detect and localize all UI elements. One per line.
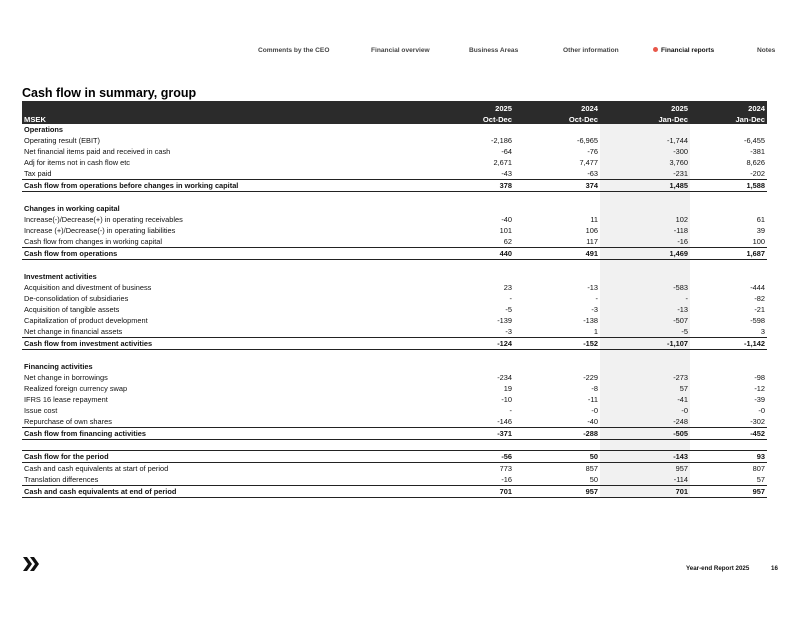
value-cell [690, 350, 767, 361]
value-cell [514, 361, 600, 372]
value-cell: 61 [756, 215, 765, 225]
value-cell [392, 260, 514, 271]
table-section-row [22, 361, 767, 372]
value-cell: -82 [754, 294, 765, 304]
value-cell: -505 [600, 428, 690, 440]
value-cell: - [595, 294, 598, 304]
value-cell: 2,671 [493, 158, 512, 168]
table-row [22, 416, 767, 428]
value-cell: -300 [673, 147, 688, 157]
table-body [22, 124, 767, 498]
report-name: Year-end Report 2025 [686, 565, 750, 572]
value-cell [392, 271, 514, 282]
value-cell [514, 440, 600, 451]
value-cell: 3,760 [669, 158, 688, 168]
row-label-cell: Changes in working capital [24, 204, 120, 214]
table-section-row [22, 271, 767, 282]
row-label-cell: Cash flow from changes in working capital [24, 237, 163, 247]
row-label-cell: Tax paid [24, 169, 52, 179]
value-cell: -114 [673, 475, 688, 485]
value-cell: 807 [752, 464, 765, 474]
value-cell: -138 [583, 316, 598, 326]
value-cell: -118 [673, 226, 688, 236]
nav-item-label: Comments by the CEO [258, 47, 330, 54]
row-label-cell [22, 260, 392, 271]
value-cell: -10 [501, 395, 512, 405]
value-cell [392, 124, 514, 135]
table-row [22, 474, 767, 486]
value-cell [600, 440, 690, 451]
table-spacer-row [22, 440, 767, 451]
row-label-cell: Realized foreign currency swap [24, 384, 128, 394]
value-cell: -16 [677, 237, 688, 247]
table-row [22, 326, 767, 338]
value-cell [514, 260, 600, 271]
value-cell: -598 [750, 316, 765, 326]
value-cell: -5 [681, 327, 688, 337]
value-cell: -381 [750, 147, 765, 157]
row-label-cell: Cash flow from investment activities [22, 338, 392, 350]
value-cell: -152 [514, 338, 600, 350]
value-cell: -1,744 [667, 136, 688, 146]
value-cell: -43 [501, 169, 512, 179]
nav-item-label: Other information [563, 47, 619, 54]
value-cell: 957 [675, 464, 688, 474]
cash-flow-table-container [22, 101, 767, 498]
table-row [22, 168, 767, 180]
value-cell [392, 361, 514, 372]
table-spacer-row [22, 350, 767, 361]
header-cell: 2025 [495, 103, 512, 113]
value-cell: -11 [587, 395, 598, 405]
table-spacer-row [22, 260, 767, 271]
table-row [22, 315, 767, 326]
table-row [22, 225, 767, 236]
value-cell [600, 350, 690, 361]
value-cell [600, 271, 690, 282]
row-label-cell [22, 350, 392, 361]
value-cell: -63 [587, 169, 598, 179]
value-cell: -302 [750, 417, 765, 427]
cash-flow-table [22, 101, 767, 498]
double-chevron-logo-icon [23, 557, 41, 571]
row-label-cell: Increase(-)/Decrease(+) in operating receivables [24, 215, 183, 225]
value-cell: 491 [514, 248, 600, 260]
row-label-cell: IFRS 16 lease repayment [24, 395, 108, 405]
value-cell: - [509, 294, 512, 304]
value-cell [392, 203, 514, 214]
value-cell: -40 [587, 417, 598, 427]
value-cell: -5 [505, 305, 512, 315]
value-cell [392, 440, 514, 451]
value-cell: -56 [392, 451, 514, 463]
nav-item-label: Notes [757, 47, 776, 54]
row-label-cell: Cash flow for the period [22, 451, 392, 463]
row-label-cell: Operations [24, 125, 64, 135]
page-number: 16 [771, 565, 778, 572]
value-cell: 101 [499, 226, 512, 236]
value-cell [600, 260, 690, 271]
value-cell: -146 [497, 417, 512, 427]
value-cell: -507 [673, 316, 688, 326]
value-cell: 1,469 [600, 248, 690, 260]
value-cell: -3 [505, 327, 512, 337]
value-cell: 3 [760, 327, 765, 337]
value-cell: 57 [756, 475, 765, 485]
value-cell: -13 [677, 305, 688, 315]
table-row [22, 214, 767, 225]
value-cell: -452 [690, 428, 767, 440]
value-cell: 50 [514, 451, 600, 463]
table-row [22, 383, 767, 394]
value-cell: 374 [514, 180, 600, 192]
value-cell: -371 [392, 428, 514, 440]
value-cell: -273 [673, 373, 688, 383]
row-label-cell: Cash and cash equivalents at start of period [24, 464, 169, 474]
row-label-cell: Translation differences [24, 475, 99, 485]
value-cell [690, 271, 767, 282]
value-cell: -13 [587, 282, 598, 292]
row-label-cell: Adj for items not in cash flow etc [24, 158, 130, 168]
table-row [22, 157, 767, 168]
value-cell: -231 [673, 169, 688, 179]
active-indicator-dot-icon [653, 47, 658, 52]
value-cell [392, 350, 514, 361]
value-cell: 62 [503, 237, 512, 247]
table-row [22, 135, 767, 146]
table-total-row [22, 451, 767, 463]
nav-item-label: Financial overview [371, 47, 430, 54]
table-section-row [22, 203, 767, 214]
value-cell [514, 192, 600, 203]
row-label-cell: Issue cost [24, 406, 58, 416]
value-cell: -229 [583, 373, 598, 383]
header-cell: Oct-Dec [568, 115, 598, 124]
table-row [22, 282, 767, 293]
value-cell: 957 [690, 486, 767, 498]
value-cell: 100 [752, 237, 765, 247]
value-cell: -6,965 [577, 136, 598, 146]
value-cell [690, 203, 767, 214]
value-cell: -139 [497, 316, 512, 326]
value-cell: -0 [758, 406, 765, 416]
table-row [22, 394, 767, 405]
row-label-cell: Financing activities [24, 361, 93, 371]
value-cell: 11 [590, 215, 598, 225]
value-cell [600, 192, 690, 203]
value-cell: -40 [501, 215, 512, 225]
header-cell [22, 101, 392, 113]
table-header [22, 101, 767, 124]
value-cell: 57 [679, 384, 688, 394]
page-title: Cash flow in summary, group [22, 86, 197, 100]
value-cell [514, 203, 600, 214]
header-cell: 2025 [671, 103, 688, 113]
header-row-years [22, 101, 767, 113]
nav-item-financial-reports[interactable] [653, 47, 715, 54]
value-cell: 440 [392, 248, 514, 260]
row-label-cell: Net change in borrowings [24, 373, 108, 383]
value-cell: -0 [681, 406, 688, 416]
row-label-cell: Increase (+)/Decrease(-) in operating liabilities [24, 226, 176, 236]
value-cell [690, 440, 767, 451]
table-total-row [22, 338, 767, 350]
value-cell: -202 [750, 169, 765, 179]
value-cell: -583 [673, 282, 688, 292]
top-navigation [0, 47, 800, 59]
table-total-row [22, 428, 767, 440]
table-row [22, 372, 767, 383]
value-cell: -76 [587, 147, 598, 157]
value-cell [690, 361, 767, 372]
table-total-row [22, 486, 767, 498]
value-cell: -2,186 [491, 136, 512, 146]
value-cell: 701 [600, 486, 690, 498]
header-row-periods [22, 113, 767, 125]
value-cell: -41 [677, 395, 688, 405]
value-cell: 19 [503, 384, 512, 394]
value-cell: -124 [392, 338, 514, 350]
value-cell: 117 [586, 237, 598, 247]
table-row [22, 304, 767, 315]
value-cell: -64 [501, 147, 512, 157]
nav-item-label: Business Areas [469, 47, 519, 54]
value-cell [514, 271, 600, 282]
value-cell: 93 [690, 451, 767, 463]
value-cell: -21 [754, 305, 765, 315]
row-label-cell: Net financial items paid and received in cash [24, 147, 171, 157]
value-cell [600, 124, 690, 135]
table-row [22, 236, 767, 248]
value-cell: - [685, 294, 688, 304]
nav-item-label: Financial reports [661, 47, 715, 54]
header-cell: MSEK [24, 115, 46, 124]
row-label-cell: Cash flow from operations [22, 248, 392, 260]
value-cell: -288 [514, 428, 600, 440]
row-label-cell: Repurchase of own shares [24, 417, 112, 427]
value-cell: -8 [591, 384, 598, 394]
header-cell: Jan-Dec [658, 115, 688, 124]
value-cell: -16 [501, 475, 512, 485]
table-row [22, 293, 767, 304]
value-cell: 1,485 [600, 180, 690, 192]
row-label-cell: Acquisition of tangible assets [24, 305, 120, 315]
value-cell [600, 361, 690, 372]
row-label-cell [22, 192, 392, 203]
value-cell: -444 [750, 282, 765, 292]
value-cell: 1,687 [690, 248, 767, 260]
value-cell [392, 192, 514, 203]
value-cell: -98 [754, 373, 765, 383]
value-cell: -0 [591, 406, 598, 416]
value-cell [514, 350, 600, 361]
row-label-cell: Operating result (EBIT) [24, 136, 100, 146]
table-total-row [22, 180, 767, 192]
value-cell [690, 192, 767, 203]
value-cell: 50 [589, 475, 598, 485]
value-cell: - [509, 406, 512, 416]
value-cell: 23 [503, 282, 512, 292]
row-label-cell: Cash flow from financing activities [22, 428, 392, 440]
value-cell: 773 [499, 464, 512, 474]
value-cell: -12 [754, 384, 765, 394]
value-cell: 8,626 [746, 158, 765, 168]
row-label-cell [22, 440, 392, 451]
table-row [22, 463, 767, 475]
value-cell: -143 [600, 451, 690, 463]
table-row [22, 146, 767, 157]
value-cell [690, 124, 767, 135]
value-cell [514, 124, 600, 135]
value-cell: -248 [673, 417, 688, 427]
value-cell: 106 [585, 226, 598, 236]
row-label-cell: Acquisition and divestment of business [24, 282, 152, 292]
value-cell: 957 [514, 486, 600, 498]
value-cell: -234 [497, 373, 512, 383]
value-cell: -3 [591, 305, 598, 315]
value-cell: -1,107 [600, 338, 690, 350]
header-cell: 2024 [748, 103, 765, 113]
value-cell: 102 [675, 215, 688, 225]
row-label-cell: Cash flow from operations before changes in working capital [22, 180, 392, 192]
value-cell: 1 [593, 327, 598, 337]
table-row [22, 405, 767, 416]
value-cell: -6,455 [744, 136, 765, 146]
header-cell: 2024 [581, 103, 598, 113]
value-cell: 39 [756, 226, 765, 236]
header-cell: Oct-Dec [482, 115, 512, 124]
row-label-cell: Net change in financial assets [24, 327, 123, 337]
value-cell [600, 203, 690, 214]
value-cell: 378 [392, 180, 514, 192]
value-cell [690, 260, 767, 271]
value-cell: 7,477 [579, 158, 598, 168]
table-spacer-row [22, 192, 767, 203]
header-cell: Jan-Dec [735, 115, 765, 124]
row-label-cell: Capitalization of product development [24, 316, 148, 326]
table-total-row [22, 248, 767, 260]
row-label-cell: Cash and cash equivalents at end of period [22, 486, 392, 498]
value-cell: 1,588 [690, 180, 767, 192]
value-cell: 701 [392, 486, 514, 498]
table-section-row [22, 124, 767, 135]
value-cell: -39 [754, 395, 765, 405]
value-cell: 857 [585, 464, 598, 474]
row-label-cell: De-consolidation of subsidiaries [24, 294, 129, 304]
row-label-cell: Investment activities [24, 271, 97, 281]
value-cell: -1,142 [690, 338, 767, 350]
